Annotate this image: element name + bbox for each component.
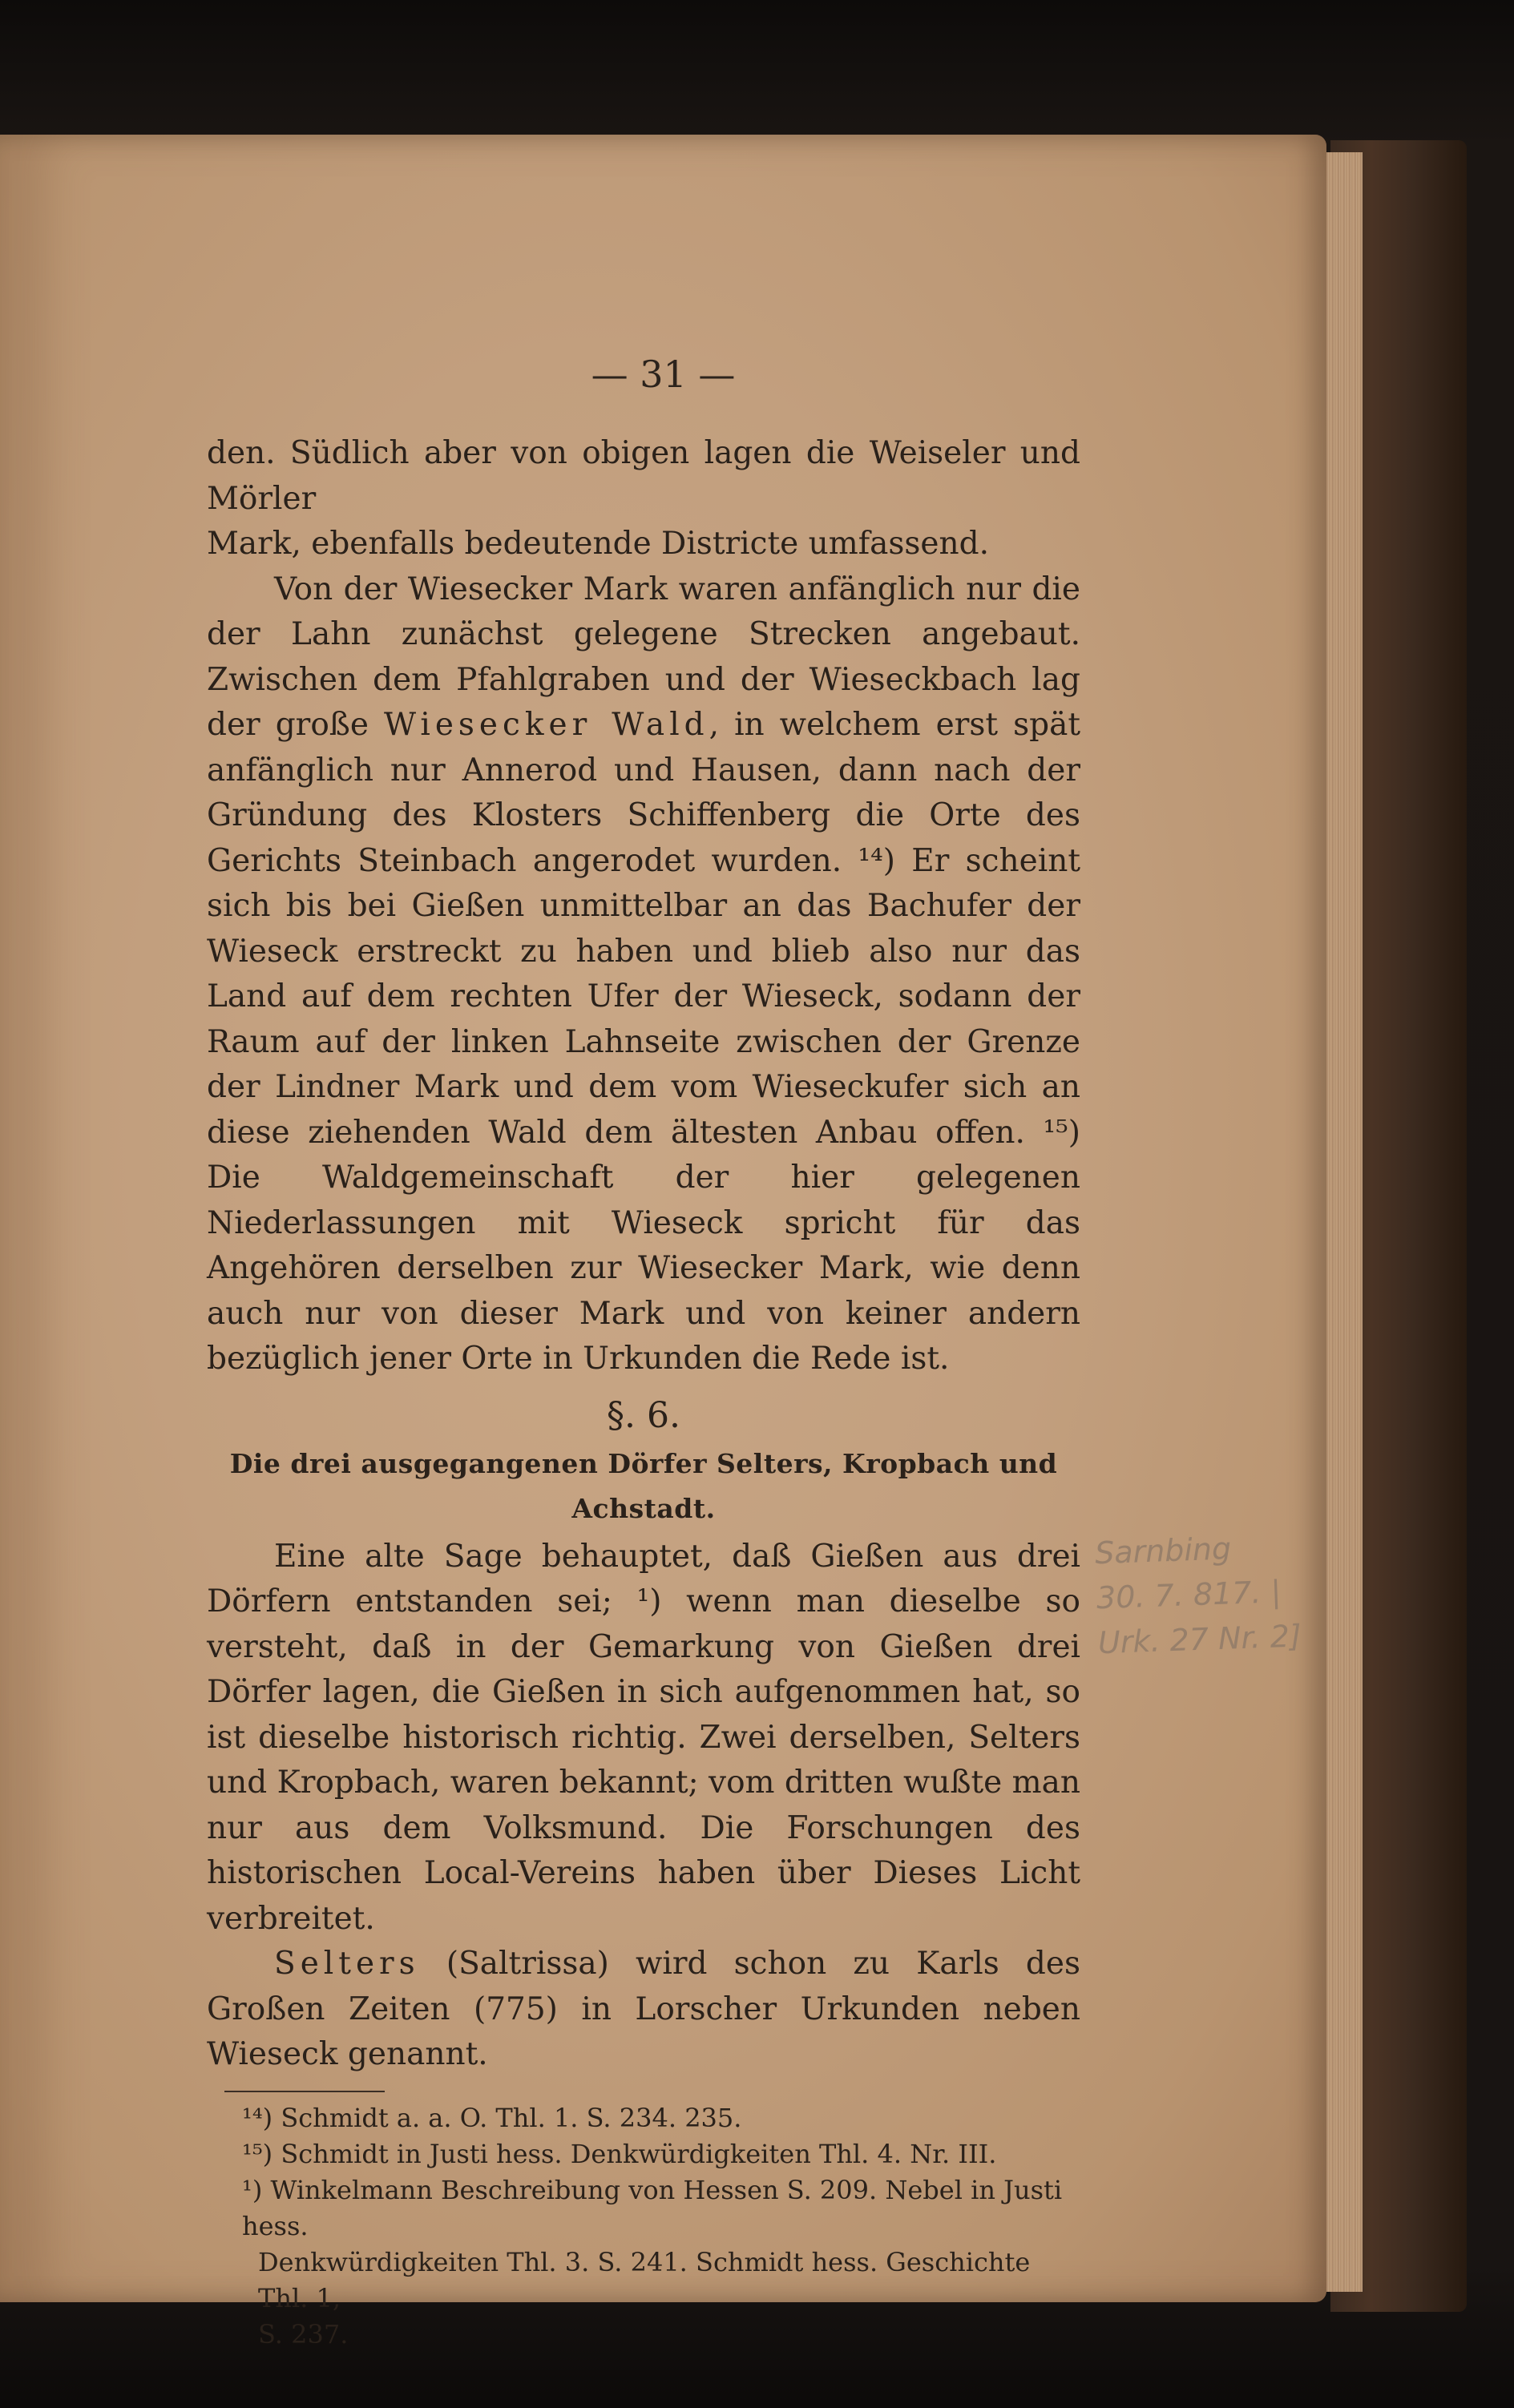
footnote-1-end: S. 237. xyxy=(258,2318,349,2350)
handwritten-margin-note xyxy=(1094,1523,1339,1665)
paragraph-3: Eine alte Sage behauptet, daß Gießen aus drei Dörfern entstanden sei; ¹) wenn man dieselbe so versteht, daß in der Gemarkung von Gießen drei Dörfer lagen, die Gießen in sich aufgenommen hat, so ist dieselbe historisch richtig. Zwei derselben, Selters und Kropbach, waren bekannt; vom dritten wußte man nur aus dem Volksmund. Die Forschungen des historischen Local-Vereins haben über Dieses Licht verbreitet. xyxy=(207,1538,1081,1937)
footnote-14: ¹⁴) Schmidt a. a. O. Thl. 1. S. 234. 235. xyxy=(242,2102,742,2133)
footnotes xyxy=(207,2100,1080,2353)
margin-note-line-2: 30. 7. 817. | xyxy=(1096,1574,1282,1616)
page-text xyxy=(207,431,1080,2353)
section-heading: §. 6. xyxy=(607,1394,680,1436)
paragraph-4 xyxy=(207,1942,1080,2078)
selters-spaced: Selters xyxy=(274,1946,420,1982)
wiesecker-wald-spaced: Wiesecker Wald xyxy=(383,707,709,743)
paragraph-1-line-1: den. Südlich aber von obigen lagen die Weiseler und Mörler xyxy=(207,435,1080,517)
footnote-15: ¹⁵) Schmidt in Justi hess. Denkwürdigkeiten Thl. 4. Nr. III. xyxy=(242,2138,997,2169)
section-subtitle: Die drei ausgegangenen Dörfer Selters, Kropbach und Achstadt. xyxy=(229,1447,1058,1524)
paragraph-2 xyxy=(207,567,1080,1382)
paragraph-2-text-a: Von der Wiesecker Mark waren anfänglich nur die der Lahn zunächst gelegene Strecken angebaut. Zwischen dem Pfahlgraben und der Wieseckbach lag der große xyxy=(207,571,1080,743)
footnote-divider xyxy=(224,2091,385,2092)
margin-note-line-3: Urk. 27 Nr. 2] xyxy=(1097,1618,1302,1661)
footnote-1-cont: Denkwürdigkeiten Thl. 3. S. 241. Schmidt hess. Geschichte Thl. 1, xyxy=(258,2246,1031,2313)
footnote-1: ¹) Winkelmann Beschreibung von Hessen S. 209. Nebel in Justi hess. xyxy=(242,2174,1063,2241)
margin-note-line-1: Sarnbing xyxy=(1094,1531,1232,1571)
page-number: — 31 — xyxy=(591,353,736,396)
paragraph-2-text-b: , in welchem erst spät anfänglich nur Annerod und Hausen, dann nach der Gründung des Klosters Schiffenberg die Orte des Gerichts Steinbach angerodet wurden. ¹⁴) Er scheint sich bis bei Gießen unmittelbar an das Bachufer der Wieseck erstreckt zu haben und blieb also nur das Land auf dem rechten Ufer der Wieseck, sodann der Raum auf der linken Lahnseite zwischen der Grenze der Lindner Mark und dem vom Wieseckufer sich an diese ziehenden Wald dem ältesten Anbau offen. ¹⁵) Die Waldgemeinschaft der hier gelegenen Niederlassungen mit Wieseck spricht für das Angehören derselben zur Wiesecker Mark, wie denn auch nur von dieser Mark und von keiner andern bezüglich jener Orte in Urkunden die Rede ist. xyxy=(207,707,1081,1377)
paragraph-4-text: (Saltrissa) wird schon zu Karls des Großen Zeiten (775) in Lorscher Urkunden neben Wieseck genannt. xyxy=(207,1946,1080,2072)
paragraph-1-line-2: Mark, ebenfalls bedeutende Districte umfassend. xyxy=(207,526,989,562)
